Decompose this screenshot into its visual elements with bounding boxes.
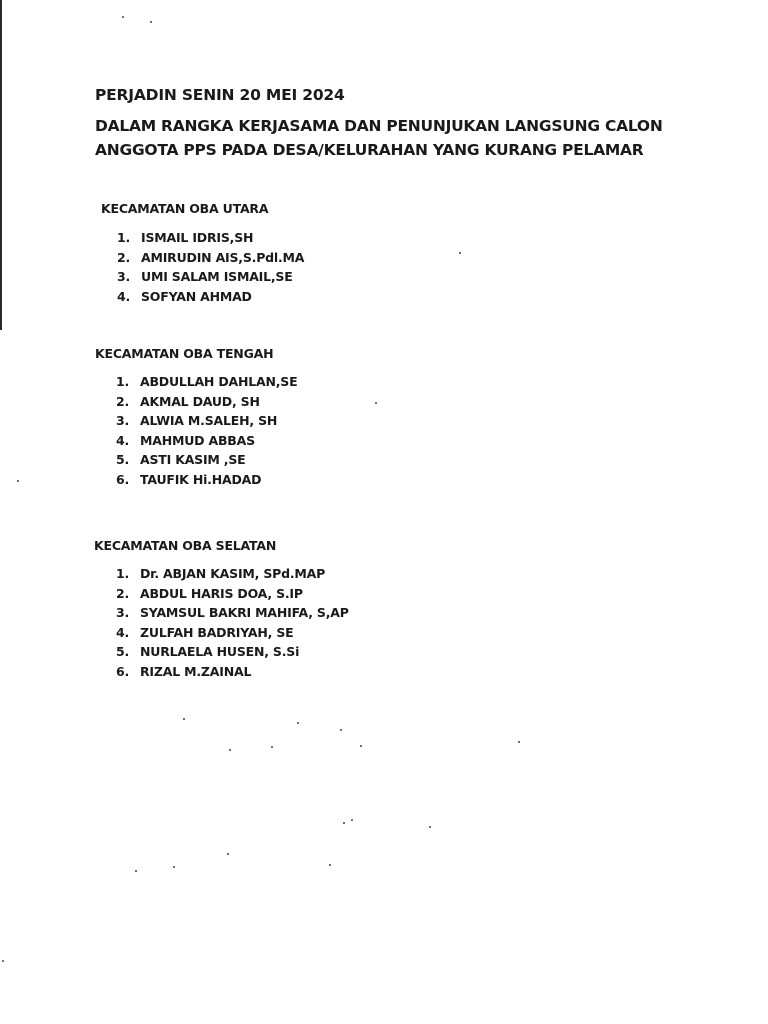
list-item [116, 450, 273, 470]
title-line-1: DALAM RANGKA KERJASAMA DAN PENUNJUKAN LANGSUNG CALON [95, 117, 663, 135]
title-line-2: ANGGOTA PPS PADA DESA/KELURAHAN YANG KURANG PELAMAR [95, 141, 644, 159]
list-item [116, 642, 300, 662]
member-name: MAHMUD ABBAS [140, 432, 255, 448]
item-number: 3. [116, 413, 130, 428]
scan-speck [183, 718, 185, 720]
list-item [117, 248, 305, 268]
list-item [116, 431, 273, 451]
list-item [116, 372, 298, 392]
scan-speck [375, 402, 377, 404]
scan-speck [429, 826, 431, 828]
member-name: TAUFIK Hi.HADAD [140, 471, 262, 487]
member-name: AKMAL DAUD, SH [140, 393, 260, 409]
section-title: KECAMATAN OBA SELATAN [94, 538, 277, 553]
item-number: 3. [117, 269, 131, 284]
section-oba-selatan [94, 538, 349, 681]
document-title [95, 114, 735, 162]
scan-speck [343, 822, 345, 824]
scan-speck [17, 480, 19, 482]
member-name: SYAMSUL BAKRI MAHIFA, S,AP [140, 605, 349, 620]
item-number: 1. [117, 230, 131, 245]
member-list [116, 564, 349, 681]
list-item [116, 662, 276, 682]
list-item [117, 228, 268, 248]
item-number: 4. [116, 624, 130, 640]
list-item [116, 623, 294, 643]
member-name: AMIRUDIN AIS,S.Pdl.MA [141, 249, 305, 265]
scan-speck [360, 745, 362, 747]
list-item [116, 411, 278, 431]
item-number: 2. [117, 249, 131, 265]
member-name: NURLAELA HUSEN, S.Si [140, 644, 300, 659]
item-number: 4. [117, 288, 131, 304]
section-oba-tengah [95, 346, 298, 489]
member-name: ABDUL HARIS DOA, S.IP [140, 585, 303, 601]
item-number: 1. [116, 374, 130, 389]
scan-speck [150, 21, 152, 23]
document-header [95, 86, 735, 162]
item-number: 3. [116, 605, 130, 620]
section-title: KECAMATAN OBA UTARA [101, 201, 269, 216]
member-name: ISMAIL IDRIS,SH [141, 230, 254, 245]
member-name: ASTI KASIM ,SE [140, 452, 246, 467]
list-item [117, 287, 268, 307]
list-item [117, 267, 293, 287]
scan-speck [173, 866, 175, 868]
scan-speck [122, 16, 124, 18]
member-name: Dr. ABJAN KASIM, SPd.MAP [140, 566, 326, 581]
member-list [117, 228, 305, 306]
scan-speck [135, 870, 137, 872]
item-number: 2. [116, 585, 130, 601]
scan-speck [351, 819, 353, 821]
member-list [116, 372, 298, 489]
list-item [116, 564, 326, 584]
member-name: UMI SALAM ISMAIL,SE [141, 269, 293, 284]
date-heading: PERJADIN SENIN 20 MEI 2024 [95, 86, 345, 104]
scan-edge-line [0, 0, 2, 330]
item-number: 6. [116, 663, 130, 679]
scan-speck [518, 741, 520, 743]
item-number: 6. [116, 471, 130, 487]
item-number: 1. [116, 566, 130, 581]
scan-speck [227, 853, 229, 855]
scan-speck [271, 746, 273, 748]
list-item [116, 470, 273, 490]
member-name: ABDULLAH DAHLAN,SE [140, 374, 298, 389]
member-name: ALWIA M.SALEH, SH [140, 413, 278, 428]
list-item [116, 392, 273, 412]
scan-speck [340, 729, 342, 731]
list-item [116, 584, 303, 604]
member-name: RIZAL M.ZAINAL [140, 663, 252, 679]
member-name: ZULFAH BADRIYAH, SE [140, 624, 294, 640]
section-oba-utara [101, 201, 305, 306]
scan-speck [2, 960, 4, 962]
item-number: 5. [116, 452, 130, 467]
scan-speck [297, 722, 299, 724]
scan-speck [459, 252, 461, 254]
item-number: 5. [116, 644, 130, 659]
scan-speck [329, 864, 331, 866]
list-item [116, 603, 349, 623]
item-number: 2. [116, 393, 130, 409]
item-number: 4. [116, 432, 130, 448]
scan-speck [229, 749, 231, 751]
section-title: KECAMATAN OBA TENGAH [95, 346, 274, 361]
member-name: SOFYAN AHMAD [141, 288, 252, 304]
